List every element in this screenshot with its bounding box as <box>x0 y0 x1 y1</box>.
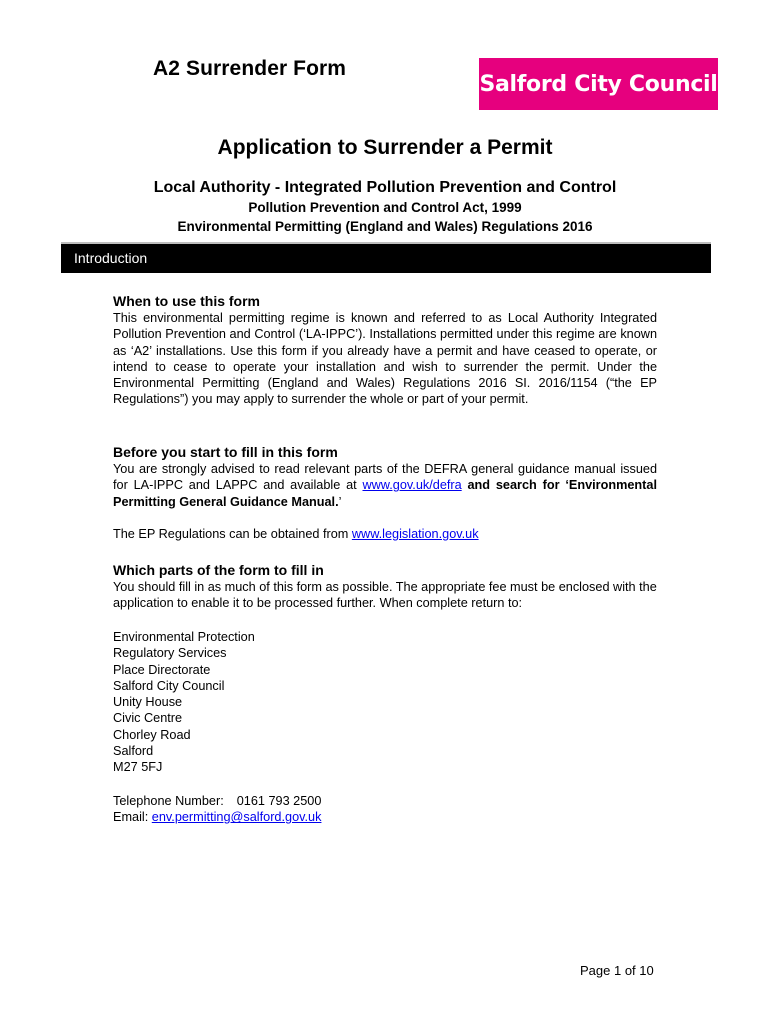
before-heading: Before you start to fill in this form <box>113 444 338 460</box>
regulations-title: Environmental Permitting (England and Wales) Regulations 2016 <box>177 219 593 234</box>
address-line: Salford <box>113 744 154 759</box>
legislation-link[interactable]: www.legislation.gov.uk <box>351 526 479 541</box>
which-heading: Which parts of the form to fill in <box>113 562 324 578</box>
contact-info <box>113 793 657 826</box>
address-line: Salford City Council <box>113 678 225 693</box>
subtitle: Local Authority - Integrated Pollution Prevention and Control <box>153 179 617 196</box>
phone-line <box>113 793 657 809</box>
return-address <box>113 629 657 776</box>
form-title: A2 Surrender Form <box>153 57 347 80</box>
address-line: Place Directorate <box>113 662 211 677</box>
email-line <box>113 809 657 825</box>
when-body: This environmental permitting regime is known and referred to as Local Authority Integrated Pollution Prevention and Control (‘LA-IPPC’). Installations permitted under this regime are known as ‘A2’ installations. Use this form if you already have a permit and have ceased to operate, or intend to cease to operate your installation and wish to surrender the permit. Under the Environmental Permitting (England and Wales) Regulations 2016 SI. 2016/1154 (“the EP Regulations”) you may apply to surrender the whole or part of your permit. <box>113 311 657 407</box>
email-link[interactable]: env.permitting@salford.gov.uk <box>151 810 322 825</box>
act-title: Pollution Prevention and Control Act, 1999 <box>248 200 522 215</box>
before-section <box>113 444 657 542</box>
defra-link[interactable]: www.gov.uk/defra <box>362 478 462 493</box>
address-line: Chorley Road <box>113 727 191 742</box>
before-body-text: You are strongly advised to read relevant parts of the DEFRA general guidance manual issued for LA-IPPC and LAPPC and available at <box>113 462 657 493</box>
address-line: Regulatory Services <box>113 646 227 661</box>
phone-label: Telephone Number: <box>113 794 224 808</box>
regulations-text: The EP Regulations can be obtained from <box>113 526 352 541</box>
address-line: Civic Centre <box>113 711 183 726</box>
section-header-introduction: Introduction <box>61 242 711 273</box>
council-logo: Salford City Council <box>479 58 718 110</box>
when-heading: When to use this form <box>113 293 260 309</box>
address-line: M27 5FJ <box>113 760 163 775</box>
address-line: Unity House <box>113 695 183 710</box>
phone-number: 0161 793 2500 <box>236 794 322 808</box>
address-line: Environmental Protection <box>113 630 255 644</box>
page-title: Application to Surrender a Permit <box>217 136 553 159</box>
regulations-line <box>113 526 657 542</box>
email-label: Email: <box>113 810 152 825</box>
page-number: Page 1 of 10 <box>580 963 654 978</box>
before-body <box>113 461 657 510</box>
which-section <box>113 562 657 612</box>
when-section <box>113 293 657 408</box>
guidance-manual-text: and search for ‘Environmental Permitting General Guidance Manual. <box>113 478 657 509</box>
before-body-end: ’ <box>338 494 342 509</box>
which-body: You should fill in as much of this form as possible. The appropriate fee must be enclosed with the application to enable it to be processed further. When complete return to: <box>113 580 657 611</box>
